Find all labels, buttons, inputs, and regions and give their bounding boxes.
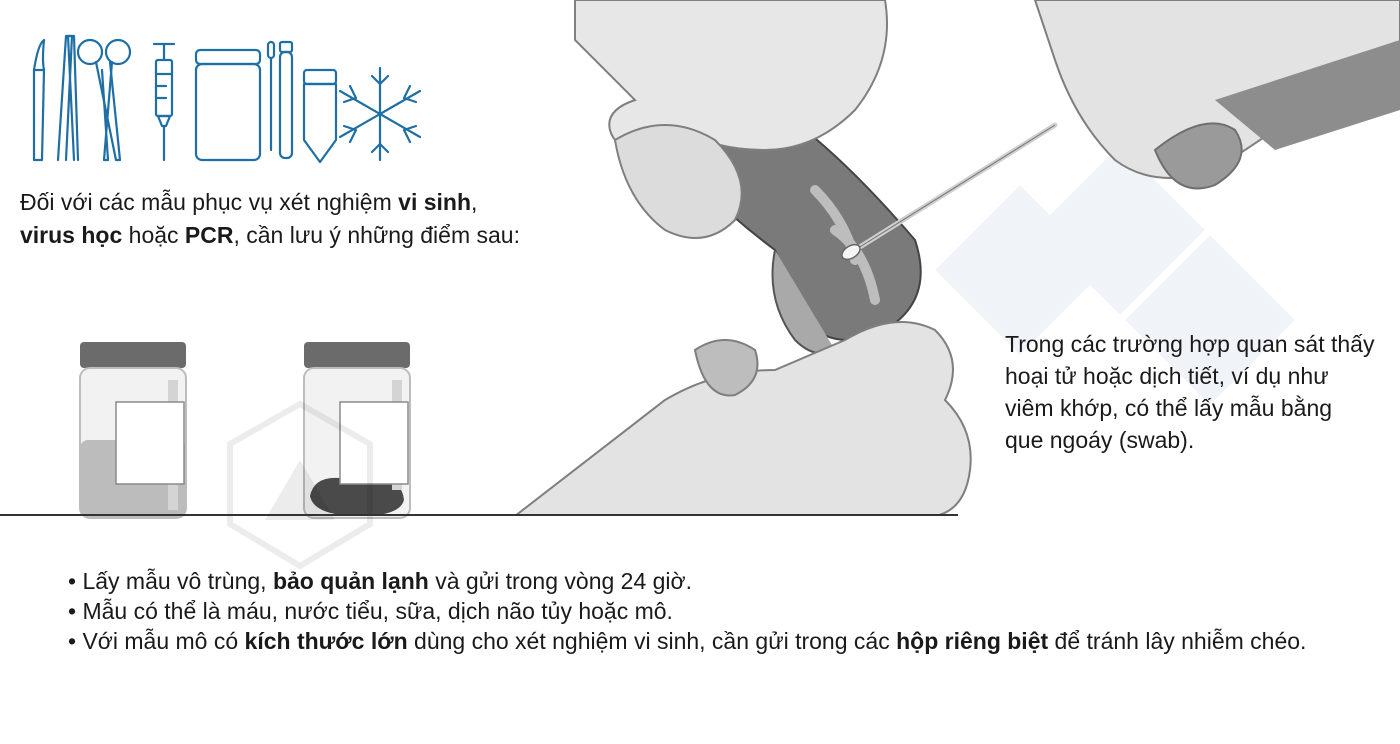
bullet-1-bold: bảo quản lạnh xyxy=(272,568,429,594)
left-hand xyxy=(575,0,887,150)
bullet-3-post: để tránh lây nhiễm chéo. xyxy=(1048,628,1307,654)
intro-bold-virology: virus học xyxy=(20,222,123,248)
bullet-2-text: • Mẫu có thể là máu, nước tiểu, sữa, dịch não tủy hoặc mô. xyxy=(68,598,673,624)
bullet-3-mid: dùng cho xét nghiệm vi sinh, cần gửi trong các xyxy=(407,628,897,654)
intro-text-2: , xyxy=(471,189,478,215)
swab-caption: Trong các trường hợp quan sát thấy hoại tử hoặc dịch tiết, ví dụ như viêm khớp, có thể lấy mẫu bằng que ngoáy (swab). xyxy=(1005,331,1375,453)
bullet-1-text: • Lấy mẫu vô trùng, xyxy=(68,568,273,594)
bullet-3-bold-size: kích thước lớn xyxy=(244,628,408,654)
list-item xyxy=(68,566,1358,596)
intro-text-4: , cần lưu ý những điểm sau: xyxy=(233,222,520,248)
snowflake-icon xyxy=(340,68,420,160)
intro-bold-microbiology: vi sinh xyxy=(398,189,472,215)
intro-text-3: hoặc xyxy=(122,222,185,248)
intro-text-1: Đối với các mẫu phục vụ xét nghiệm xyxy=(20,189,399,215)
guidelines-list xyxy=(68,566,1358,656)
centrifuge-tube-icon xyxy=(304,70,336,162)
list-item xyxy=(68,596,1358,626)
watermark-shield xyxy=(225,400,375,570)
intro-paragraph xyxy=(20,186,580,252)
scissors-icon xyxy=(78,40,130,160)
intro-bold-pcr: PCR xyxy=(184,222,234,248)
syringe-icon xyxy=(154,44,174,160)
bullet-3-bold-boxes: hộp riêng biệt xyxy=(896,628,1049,654)
list-item xyxy=(0,626,1358,656)
ground-line xyxy=(0,514,958,516)
lab-tools-icons xyxy=(20,30,430,170)
sample-jar-icon xyxy=(196,50,260,160)
bullet-3-text: • Với mẫu mô có xyxy=(68,628,245,654)
liquid-sample-jar xyxy=(78,340,190,520)
scalpel-icon xyxy=(34,40,44,160)
bullet-1-post: và gửi trong vòng 24 giờ. xyxy=(428,568,693,594)
swab-tube-icon xyxy=(268,42,292,158)
forceps-icon xyxy=(58,36,78,160)
